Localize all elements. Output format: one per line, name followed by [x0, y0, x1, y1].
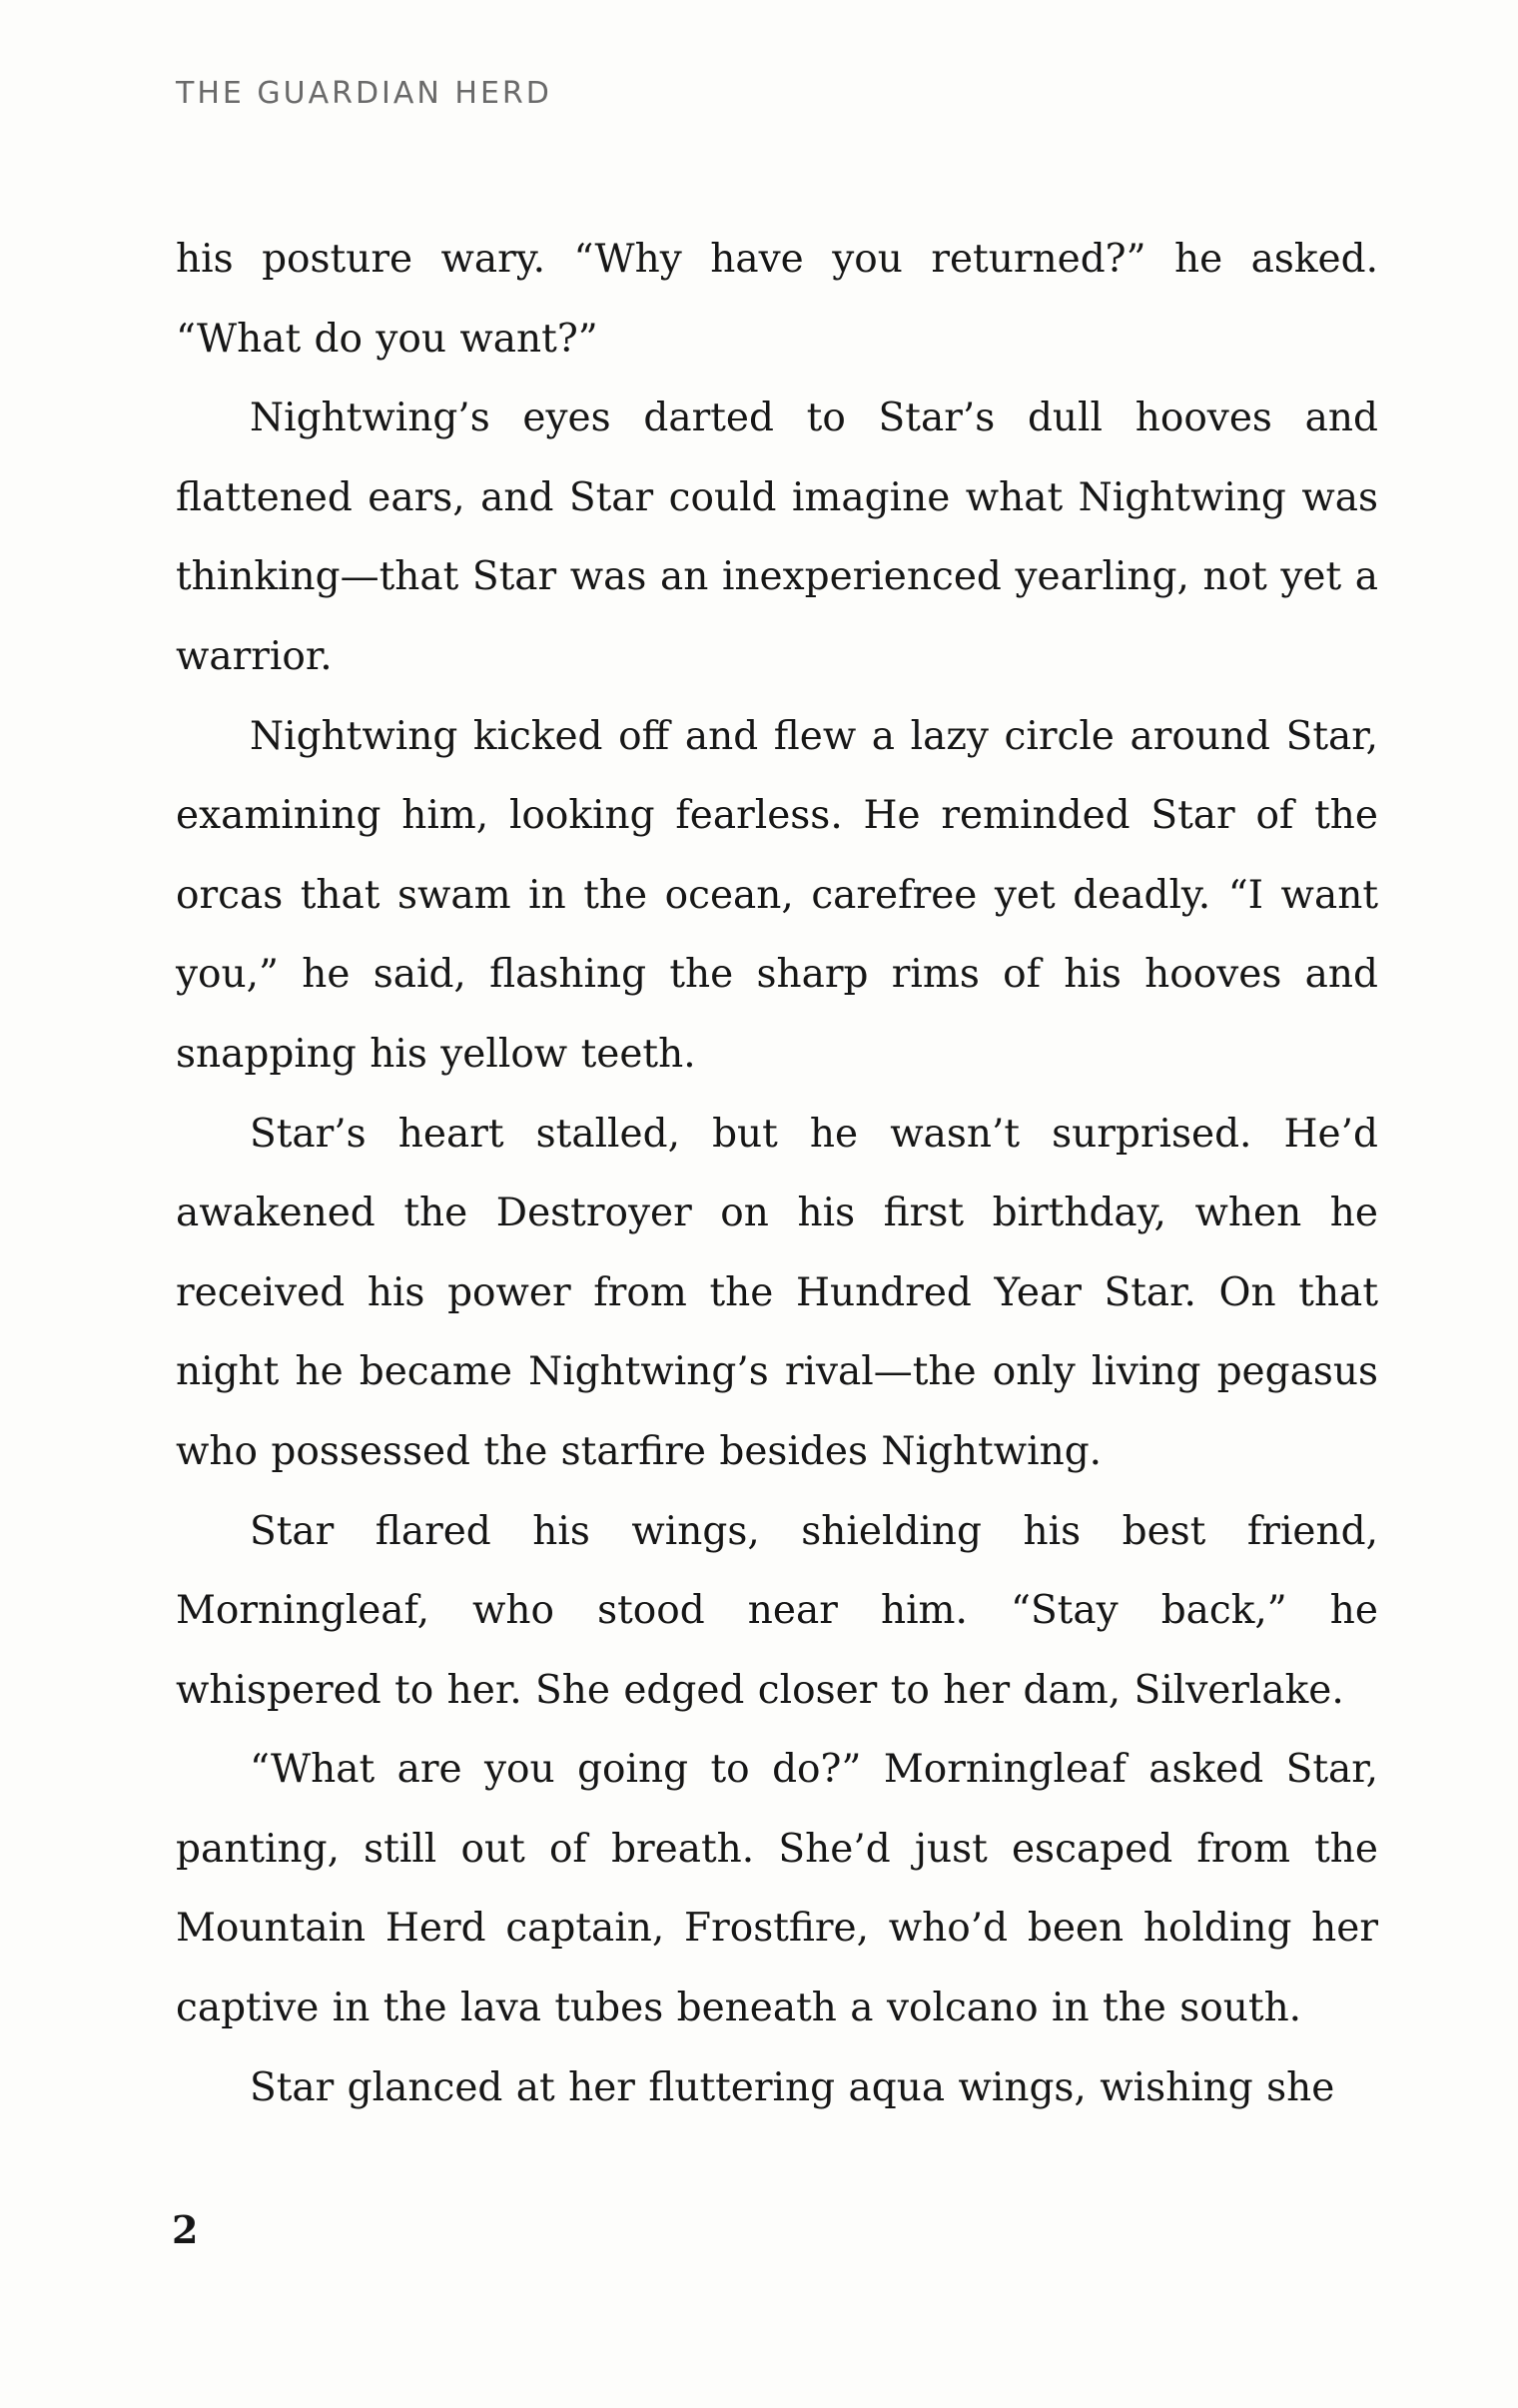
paragraph-3: Nightwing kicked off and flew a lazy circle around Star, examining him, looking fearless. He reminded Star of the orcas that swam in the ocean, carefree yet deadly. “I want you,” he said, flashing the sharp rims of his hooves and snapping his yellow teeth. — [176, 713, 1378, 1077]
paragraph-7: Star glanced at her fluttering aqua wings, wishing she — [250, 2064, 1335, 2110]
paragraph-2: Nightwing’s eyes darted to Star’s dull hooves and flattened ears, and Star could imagine what Nightwing was thinking—that Star was an inexperienced yearling, not yet a warrior. — [176, 396, 1378, 679]
paragraph-6: “What are you going to do?” Morningleaf asked Star, panting, still out of breath. She’d just escaped from the Mountain Herd captain, Frostfire, who’d been holding her captive in the lava tubes beneath a volcano in the south. — [176, 1747, 1378, 2031]
paragraph-4: Star’s heart stalled, but he wasn’t surprised. He’d awakened the Destroyer on his first birthday, when he received his power from the Hundred Year Star. On that night he became Nightwing’s rival—the only living pegasus who possessed the starfire besides Nightwing. — [176, 1111, 1378, 1474]
paragraph-1: his posture wary. “Why have you returned?” he asked. “What do you want?” — [176, 237, 1378, 362]
paragraph-5: Star flared his wings, shielding his best friend, Morningleaf, who stood near him. “Stay back,” he whispered to her. She edged closer to her dam, Silverlake. — [176, 1508, 1378, 1713]
body-text — [176, 220, 1378, 2127]
page-number: 2 — [172, 2207, 199, 2252]
running-head: THE GUARDIAN HERD — [176, 76, 552, 111]
